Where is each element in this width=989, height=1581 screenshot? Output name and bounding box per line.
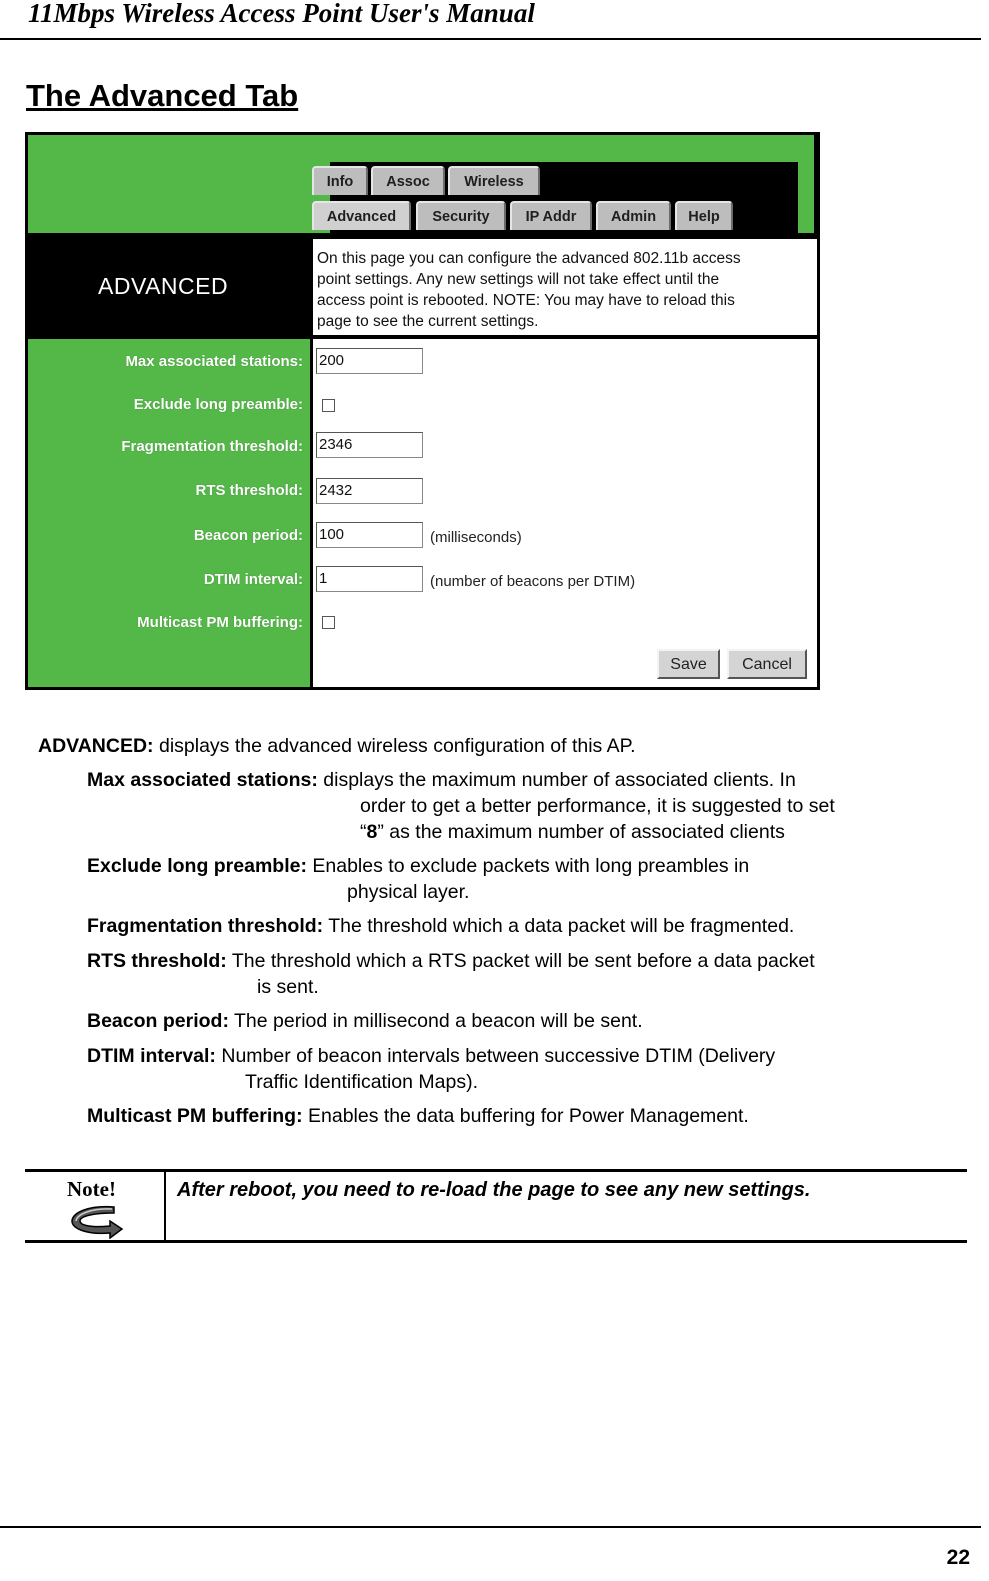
beacon-input[interactable]: 100: [316, 522, 423, 548]
tab-security[interactable]: Security: [416, 201, 506, 230]
desc-exclude-preamble: [87, 853, 749, 879]
cancel-button[interactable]: Cancel: [727, 649, 807, 679]
term: DTIM interval:: [87, 1045, 216, 1067]
note-text: After reboot, you need to re-load the page to see any new settings.: [177, 1179, 811, 1201]
page-label: ADVANCED: [98, 273, 229, 299]
label-rts: RTS threshold:: [195, 482, 303, 499]
tab-admin[interactable]: Admin: [596, 201, 671, 230]
desc-advanced: [38, 733, 636, 759]
definition: Enables to exclude packets with long preambles in: [306, 855, 750, 877]
manual-title: 11Mbps Wireless Access Point User's Manual: [28, 0, 535, 28]
term: Max associated stations:: [87, 769, 318, 791]
save-button[interactable]: Save: [657, 649, 720, 679]
definition: The period in millisecond a beacon will be sent.: [228, 1010, 643, 1032]
section-title: The Advanced Tab: [26, 78, 299, 113]
desc-max-stations-cont: [360, 793, 835, 845]
rts-input[interactable]: 2432: [316, 478, 423, 504]
suggested-value: 8: [366, 821, 378, 843]
term: ADVANCED:: [38, 735, 154, 757]
term: Exclude long preamble:: [87, 855, 307, 877]
label-dtim: DTIM interval:: [203, 571, 303, 588]
note-arrow-icon: [68, 1203, 124, 1239]
info-line: access point is rebooted. NOTE: You may have to reload this: [317, 292, 735, 309]
quote-open: “: [360, 821, 367, 843]
desc-multicast: [87, 1103, 749, 1129]
term: Beacon period:: [87, 1010, 229, 1032]
definition: displays the maximum number of associated clients. In: [317, 769, 796, 791]
label-fragmentation: Fragmentation threshold:: [121, 438, 303, 455]
tab-ip-addr[interactable]: IP Addr: [510, 201, 592, 230]
term: Fragmentation threshold:: [87, 915, 324, 937]
definition: Number of beacon intervals between successive DTIM (Delivery: [215, 1045, 776, 1067]
desc-fragmentation: [87, 913, 794, 939]
note-bottom-rule: [25, 1240, 967, 1243]
info-line: point settings. Any new settings will not take effect until the: [317, 271, 720, 288]
definition: order to get a better performance, it is suggested to set: [360, 795, 835, 817]
desc-exclude-preamble-cont: physical layer.: [347, 881, 470, 903]
desc-max-stations: [87, 767, 796, 793]
desc-dtim-cont: Traffic Identification Maps).: [245, 1071, 479, 1093]
definition: Enables the data buffering for Power Management.: [302, 1105, 749, 1127]
tab-info[interactable]: Info: [312, 166, 368, 195]
beacon-hint: (milliseconds): [430, 529, 522, 546]
desc-rts: [87, 948, 815, 974]
footer-rule: [0, 1526, 981, 1528]
max-stations-input[interactable]: 200: [316, 348, 423, 374]
info-line: On this page you can configure the advanced 802.11b access: [317, 250, 741, 267]
definition: The threshold which a data packet will be fragmented.: [323, 915, 795, 937]
tab-help[interactable]: Help: [675, 201, 733, 230]
label-exclude-preamble: Exclude long preamble:: [133, 396, 303, 413]
desc-dtim: [87, 1043, 775, 1069]
label-max-stations: Max associated stations:: [125, 353, 303, 370]
header-rule: [0, 38, 981, 40]
info-line: page to see the current settings.: [317, 313, 539, 330]
info-panel: [313, 239, 817, 335]
label-multicast: Multicast PM buffering:: [137, 614, 303, 631]
multicast-checkbox[interactable]: [322, 616, 335, 629]
labels-column: [28, 339, 310, 687]
exclude-preamble-checkbox[interactable]: [322, 399, 335, 412]
definition-line3: [360, 819, 835, 845]
term: RTS threshold:: [87, 950, 227, 972]
desc-beacon: [87, 1008, 643, 1034]
desc-rts-cont: is sent.: [257, 976, 319, 998]
tab-advanced[interactable]: Advanced: [312, 201, 411, 230]
note-top-rule: [25, 1169, 967, 1172]
tab-assoc[interactable]: Assoc: [371, 166, 445, 195]
definition: displays the advanced wireless configuration of this AP.: [153, 735, 636, 757]
definition: The threshold which a RTS packet will be sent before a data packet: [226, 950, 815, 972]
tab-wireless[interactable]: Wireless: [448, 166, 540, 195]
dtim-input[interactable]: 1: [316, 566, 423, 592]
page-number: 22: [946, 1546, 970, 1569]
fragmentation-input[interactable]: 2346: [316, 432, 423, 458]
form-panel: [313, 339, 817, 687]
note-label: Note!: [67, 1177, 116, 1201]
note-divider: [164, 1172, 166, 1240]
definition: ” as the maximum number of associated clients: [377, 821, 785, 843]
term: Multicast PM buffering:: [87, 1105, 303, 1127]
advanced-tab-screenshot: [25, 132, 820, 690]
dtim-hint: (number of beacons per DTIM): [430, 573, 636, 590]
label-beacon: Beacon period:: [193, 527, 303, 544]
